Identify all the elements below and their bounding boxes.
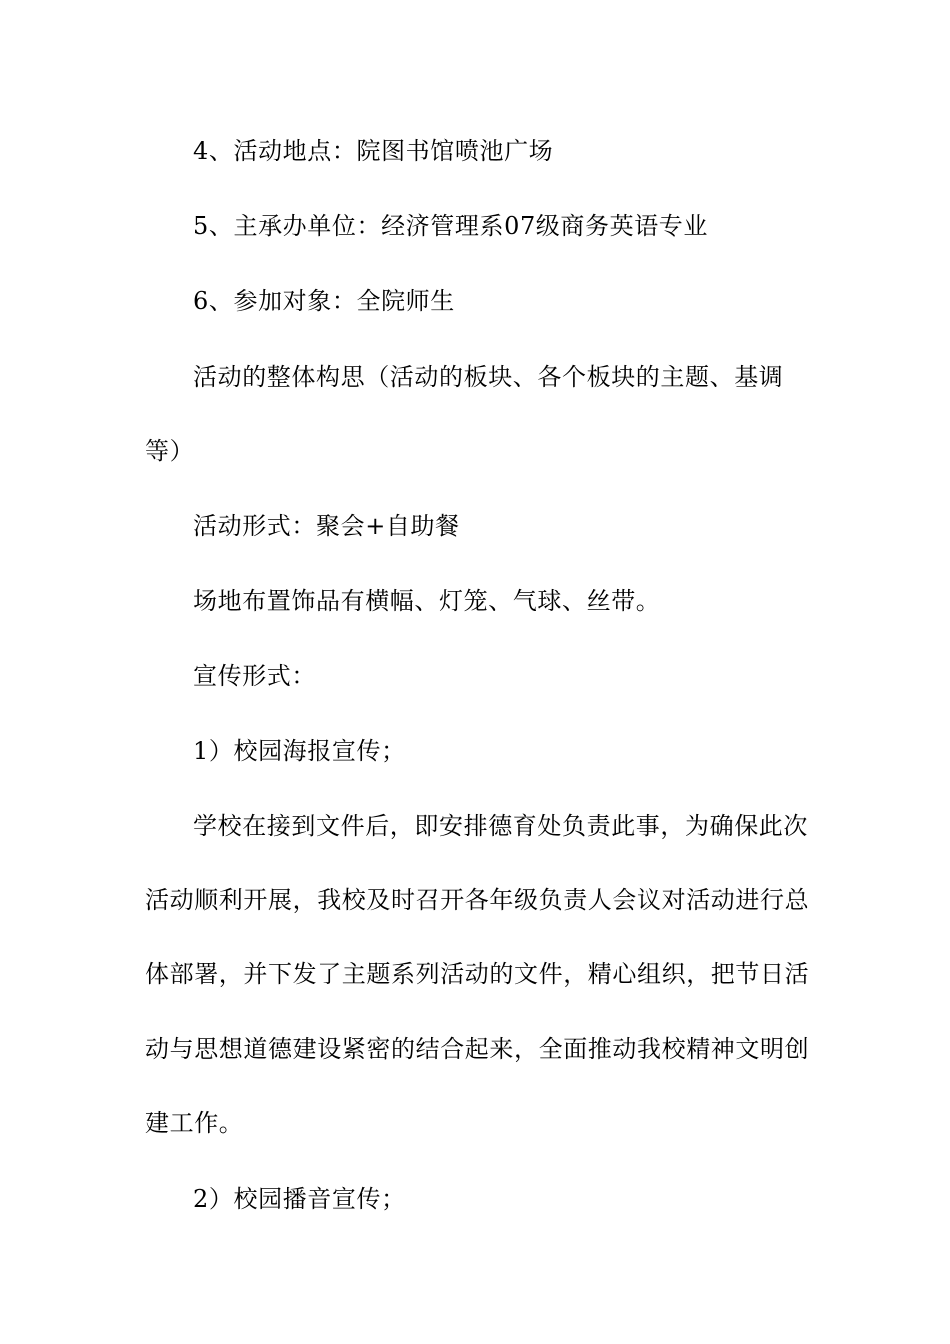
paragraph-school-arrangement-line-1: 学校在接到文件后，即安排德育处负责此事，为确保此次 xyxy=(193,812,808,840)
paragraph-overall-concept-line-1: 活动的整体构思（活动的板块、各个板块的主题、基调 xyxy=(193,363,784,391)
paragraph-promotion-format: 宣传形式： xyxy=(193,662,316,690)
paragraph-poster-promotion: 1）校园海报宣传； xyxy=(193,737,406,765)
paragraph-activity-location: 4、活动地点：院图书馆喷池广场 xyxy=(193,137,554,165)
paragraph-broadcast-promotion: 2）校园播音宣传； xyxy=(193,1185,406,1213)
paragraph-organizer: 5、主承办单位：经济管理系07级商务英语专业 xyxy=(193,212,709,240)
paragraph-school-arrangement-line-5: 建工作。 xyxy=(145,1109,244,1137)
paragraph-venue-decoration: 场地布置饰品有横幅、灯笼、气球、丝带。 xyxy=(193,587,661,615)
paragraph-school-arrangement-line-3: 体部署，并下发了主题系列活动的文件，精心组织，把节日活 xyxy=(145,960,810,988)
paragraph-school-arrangement-line-4: 动与思想道德建设紧密的结合起来，全面推动我校精神文明创 xyxy=(145,1035,810,1063)
paragraph-participants: 6、参加对象：全院师生 xyxy=(193,287,455,315)
paragraph-overall-concept-line-2: 等） xyxy=(145,437,195,465)
paragraph-school-arrangement-line-2: 活动顺利开展，我校及时召开各年级负责人会议对活动进行总 xyxy=(145,886,810,914)
paragraph-activity-format: 活动形式：聚会+自助餐 xyxy=(193,512,460,540)
